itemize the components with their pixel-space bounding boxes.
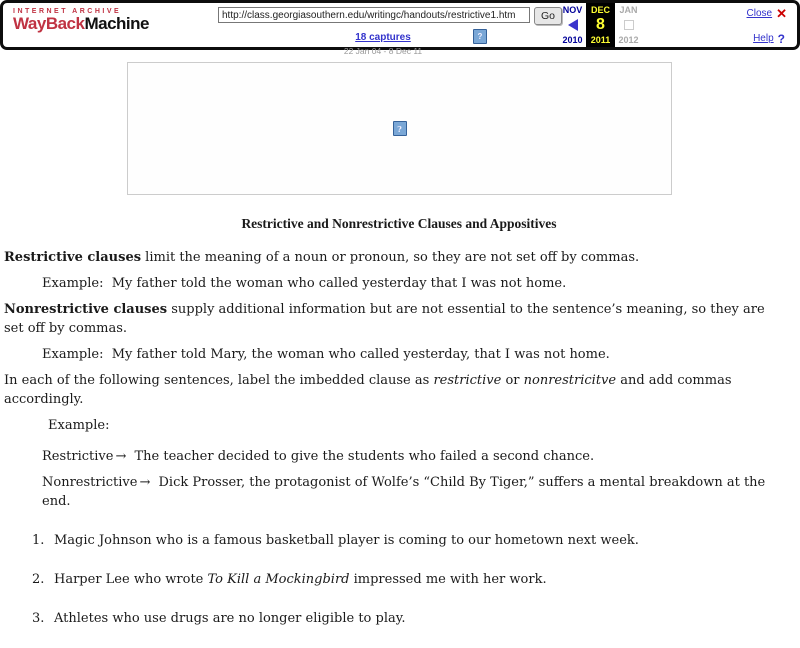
broken-image-icon: ? bbox=[473, 29, 487, 44]
current-month-label: DEC bbox=[591, 5, 610, 15]
wayback-toolbar bbox=[0, 0, 800, 50]
wayback-machine-wordmark bbox=[13, 15, 123, 33]
prev-capture-arrow-icon[interactable] bbox=[568, 19, 578, 31]
restrictive-sample-text: The teacher decided to give the students who failed a second chance. bbox=[130, 449, 594, 464]
item-text: Magic Johnson who is a famous basketball player is coming to our hometown next week. bbox=[54, 531, 639, 550]
prev-month-column bbox=[559, 3, 586, 47]
url-bar bbox=[218, 7, 562, 25]
missing-image-placeholder bbox=[127, 62, 672, 195]
exercise-item-2 bbox=[4, 570, 794, 589]
page-title: Restrictive and Nonrestrictive Clauses and Appositives bbox=[4, 216, 794, 232]
exercise-item-1 bbox=[4, 531, 794, 550]
nonrestrictive-sample bbox=[4, 473, 794, 511]
next-month-column bbox=[615, 3, 642, 47]
item-number: 3. bbox=[32, 609, 54, 628]
current-date-column bbox=[586, 3, 615, 47]
restrictive-sample bbox=[4, 447, 794, 466]
machine-wordmark-black: Machine bbox=[84, 14, 149, 33]
book-title-italic: To Kill a Mockingbird bbox=[208, 572, 350, 587]
item-text: Athletes who use drugs are no longer eligible to play. bbox=[54, 609, 406, 628]
prev-month-label: NOV bbox=[563, 5, 583, 15]
next-month-label: JAN bbox=[619, 5, 637, 15]
captures-link[interactable]: 18 captures bbox=[355, 32, 411, 43]
nonrestrictive-definition-text: supply additional information but are not essential to the sentence’s meaning, so they are set off by commas. bbox=[4, 302, 765, 336]
internet-archive-label: INTERNET ARCHIVE bbox=[13, 8, 123, 15]
help-link[interactable]: Help bbox=[753, 33, 774, 44]
instructions-italic-restrictive: restrictive bbox=[433, 373, 501, 388]
go-button[interactable]: Go bbox=[534, 7, 562, 25]
wayback-logo[interactable] bbox=[13, 8, 123, 33]
restrictive-definition-text: limit the meaning of a noun or pronoun, so they are not set off by commas. bbox=[141, 250, 639, 265]
close-x-icon[interactable]: ✕ bbox=[776, 9, 787, 19]
nonrestrictive-term: Nonrestrictive clauses bbox=[4, 302, 167, 317]
instructions: In each of the following sentences, label the imbedded clause as restrictive or nonrestricitve and add commas accordingly. bbox=[4, 371, 794, 409]
nonrestrictive-definition bbox=[4, 300, 786, 338]
instructions-italic-nonrestrictive: nonrestricitve bbox=[524, 373, 616, 388]
prev-year-label[interactable]: 2010 bbox=[562, 35, 582, 45]
right-arrow-icon: → bbox=[137, 475, 154, 490]
next-year-label: 2012 bbox=[618, 35, 638, 45]
close-link[interactable]: Close bbox=[747, 8, 773, 19]
restrictive-sample-label: Restrictive bbox=[42, 449, 113, 464]
document-content bbox=[0, 50, 800, 648]
exercise-item-3 bbox=[4, 609, 794, 628]
restrictive-example: Example: My father told the woman who called yesterday that I was not home. bbox=[4, 274, 794, 293]
help-control bbox=[753, 33, 785, 44]
url-input[interactable] bbox=[218, 7, 530, 23]
current-day-label[interactable]: 8 bbox=[596, 18, 605, 32]
date-navigation bbox=[559, 3, 642, 47]
example-heading: Example: bbox=[4, 416, 794, 435]
nonrestrictive-example: Example: My father told Mary, the woman who called yesterday, that I was not home. bbox=[4, 345, 794, 364]
item-text: Harper Lee who wrote To Kill a Mockingbird impressed me with her work. bbox=[54, 570, 547, 589]
close-control bbox=[747, 8, 787, 19]
item-number: 2. bbox=[32, 570, 54, 589]
restrictive-definition bbox=[4, 248, 794, 267]
item-number: 1. bbox=[32, 531, 54, 550]
captures-date-range: 22 Jan 04 - 8 Dec 11 bbox=[283, 46, 483, 56]
nonrestrictive-sample-label: Nonrestrictive bbox=[42, 475, 137, 490]
current-year-label: 2011 bbox=[591, 35, 611, 45]
help-question-icon[interactable]: ? bbox=[778, 34, 785, 44]
restrictive-term: Restrictive clauses bbox=[4, 250, 141, 265]
wayback-wordmark-red: WayBack bbox=[13, 14, 84, 33]
nonrestrictive-sample-text: Dick Prosser, the protagonist of Wolfe’s “Child By Tiger,” suffers a mental breakdown at the end. bbox=[42, 475, 769, 509]
broken-image-icon: ? bbox=[393, 121, 407, 136]
right-arrow-icon: → bbox=[113, 449, 130, 464]
next-capture-empty-box bbox=[624, 20, 634, 30]
